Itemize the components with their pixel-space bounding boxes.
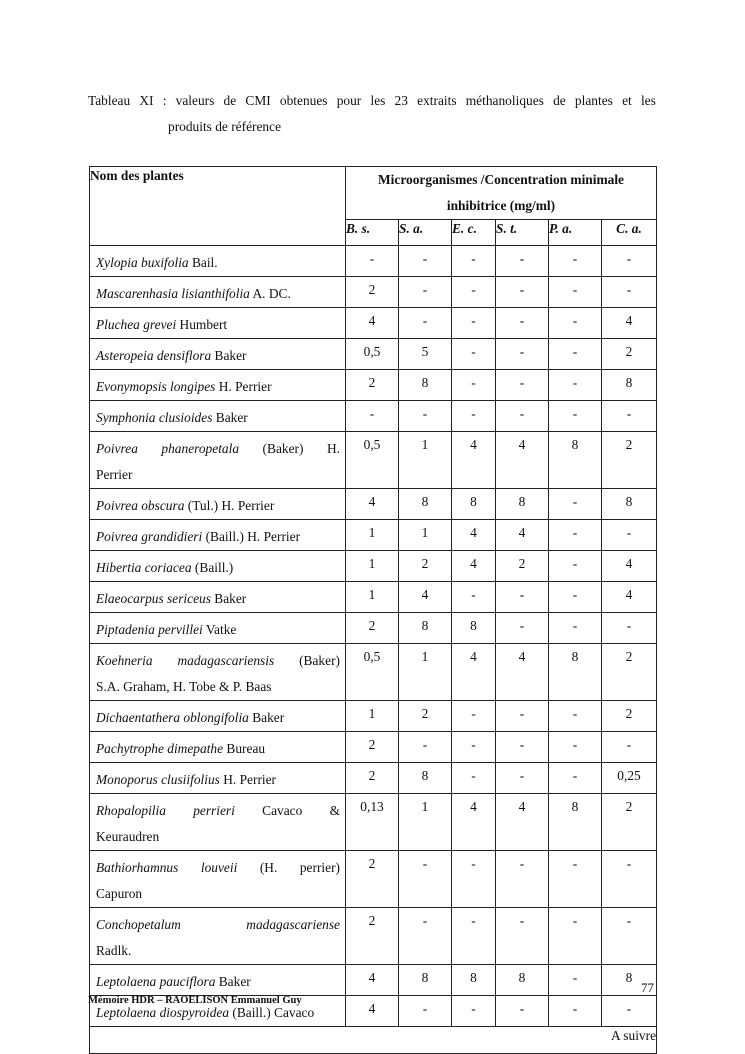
plant-species: Conchopetalum madagascariense: [96, 917, 340, 932]
mic-value-cell: -: [496, 246, 549, 277]
mic-value-cell: -: [549, 908, 602, 965]
mic-value-cell: -: [452, 582, 496, 613]
mic-value-cell: -: [452, 732, 496, 763]
plant-author: (H. perrier): [237, 860, 340, 875]
mic-value-cell: 4: [346, 996, 399, 1027]
mic-value-cell: 2: [602, 432, 657, 489]
caption-word: pour: [336, 93, 362, 108]
caption-word: de: [553, 93, 566, 108]
plant-name-cell: [90, 277, 346, 308]
plant-species: Hibertia coriacea: [96, 560, 192, 575]
plant-species: Symphonia clusioides: [96, 410, 213, 425]
mic-value-cell: 8: [452, 613, 496, 644]
table-row: [90, 432, 657, 489]
caption-word: les: [640, 93, 656, 108]
plant-name-cell: [90, 551, 346, 582]
plant-name-cell: [90, 732, 346, 763]
mic-value-cell: 2: [346, 908, 399, 965]
mic-value-cell: 2: [602, 644, 657, 701]
header-micro-line-1: Microorganismes /Concentration minimale: [378, 172, 624, 187]
plant-author-continued: Keuraudren: [96, 829, 160, 844]
footer-text: Mémoire HDR – RAOELISON Emmanuel Guy: [88, 995, 302, 1006]
mic-value-cell: 1: [399, 520, 452, 551]
mic-table: [89, 166, 657, 1054]
caption-word: CMI: [245, 93, 271, 108]
plant-species: Evonymopsis longipes: [96, 379, 216, 394]
caption-word: méthanoliques: [465, 93, 544, 108]
mic-value-cell: -: [452, 851, 496, 908]
mic-value-cell: -: [346, 401, 399, 432]
plant-author: Baker: [211, 348, 247, 363]
mic-value-cell: -: [452, 277, 496, 308]
mic-value-cell: 8: [399, 370, 452, 401]
plant-author-continued: Perrier: [96, 467, 133, 482]
mic-value-cell: 8: [602, 965, 657, 996]
mic-value-cell: 4: [452, 432, 496, 489]
plant-species: Pachytrophe dimepathe: [96, 741, 224, 756]
mic-value-cell: -: [602, 908, 657, 965]
mic-value-cell: 4: [496, 644, 549, 701]
mic-value-cell: 4: [496, 520, 549, 551]
mic-value-cell: 8: [399, 965, 452, 996]
table-row: [90, 732, 657, 763]
mic-value-cell: -: [602, 996, 657, 1027]
mic-value-cell: -: [549, 613, 602, 644]
caption-word: obtenues: [279, 93, 328, 108]
mic-value-cell: 8: [549, 644, 602, 701]
header-microorganisms: [346, 167, 657, 220]
plant-author: Bureau: [223, 741, 266, 756]
mic-value-cell: 2: [602, 794, 657, 851]
plant-name-cell: [90, 965, 346, 996]
plant-name-cell: [90, 520, 346, 551]
caption-word: Tableau: [88, 93, 131, 108]
plant-species: Poivrea grandidieri: [96, 529, 203, 544]
mic-value-cell: -: [399, 851, 452, 908]
plant-author: Vatke: [202, 622, 237, 637]
mic-value-cell: -: [496, 613, 549, 644]
mic-value-cell: 0,5: [346, 644, 399, 701]
plant-name-cell: [90, 432, 346, 489]
plant-species: Mascarenhasia lisianthifolia: [96, 286, 250, 301]
mic-value-cell: -: [496, 851, 549, 908]
mic-value-cell: -: [496, 908, 549, 965]
table-row: [90, 763, 657, 794]
plant-species: Piptadenia pervillei: [96, 622, 203, 637]
header-organism: S. a.: [399, 220, 452, 246]
caption-word: 23: [394, 93, 408, 108]
plant-name-cell: [90, 246, 346, 277]
plant-author: (Baker): [274, 653, 340, 668]
mic-value-cell: -: [452, 908, 496, 965]
mic-value-cell: -: [496, 370, 549, 401]
plant-author: (Baker) H.: [239, 441, 341, 456]
table-row: [90, 551, 657, 582]
mic-value-cell: -: [602, 401, 657, 432]
caption-word: de: [223, 93, 237, 108]
plant-name-cell: [90, 644, 346, 701]
mic-value-cell: -: [399, 308, 452, 339]
plant-species: Leptolaena diospyroidea: [96, 1005, 230, 1020]
mic-value-cell: -: [496, 339, 549, 370]
mic-value-cell: -: [549, 851, 602, 908]
plant-name-cell: [90, 489, 346, 520]
mic-value-cell: -: [452, 308, 496, 339]
plant-name-cell: [90, 763, 346, 794]
plant-author: Baker: [215, 974, 251, 989]
mic-value-cell: 0,25: [602, 763, 657, 794]
mic-value-cell: 4: [602, 582, 657, 613]
header-organism: P. a.: [549, 220, 602, 246]
table-row: [90, 582, 657, 613]
plant-species: Xylopia buxifolia: [96, 255, 189, 270]
mic-value-cell: 2: [346, 370, 399, 401]
table-row: [90, 246, 657, 277]
mic-value-cell: -: [549, 582, 602, 613]
continued-row: [90, 1027, 657, 1054]
mic-value-cell: -: [496, 277, 549, 308]
mic-value-cell: 8: [496, 965, 549, 996]
mic-value-cell: 2: [399, 701, 452, 732]
table-row: [90, 370, 657, 401]
plant-author-continued: S.A. Graham, H. Tobe & P. Baas: [96, 679, 272, 694]
mic-value-cell: -: [549, 965, 602, 996]
mic-value-cell: 4: [452, 644, 496, 701]
table-caption: [88, 88, 656, 140]
table-row: [90, 308, 657, 339]
plant-name-cell: [90, 613, 346, 644]
mic-value-cell: -: [602, 613, 657, 644]
mic-value-cell: 4: [399, 582, 452, 613]
plant-species: Asteropeia densiflora: [96, 348, 212, 363]
mic-value-cell: -: [452, 370, 496, 401]
header-micro-line-2: inhibitrice (mg/ml): [446, 198, 556, 213]
mic-value-cell: 4: [452, 794, 496, 851]
plant-author: Humbert: [176, 317, 228, 332]
mic-value-cell: 1: [399, 644, 452, 701]
mic-value-cell: -: [452, 339, 496, 370]
mic-value-cell: -: [602, 246, 657, 277]
table-row: [90, 520, 657, 551]
plant-name-cell: [90, 908, 346, 965]
table-row: [90, 613, 657, 644]
plant-author: Baker: [212, 410, 248, 425]
plant-species: Elaeocarpus sericeus: [96, 591, 211, 606]
table-row: [90, 908, 657, 965]
caption-word: :: [162, 93, 167, 108]
mic-value-cell: 4: [602, 308, 657, 339]
caption-word: valeurs: [175, 93, 215, 108]
mic-value-cell: 8: [549, 794, 602, 851]
mic-value-cell: 5: [399, 339, 452, 370]
mic-value-cell: 8: [549, 432, 602, 489]
mic-value-cell: 8: [399, 613, 452, 644]
mic-value-cell: 4: [346, 308, 399, 339]
mic-value-cell: -: [549, 401, 602, 432]
mic-value-cell: 4: [452, 520, 496, 551]
mic-value-cell: 4: [602, 551, 657, 582]
mic-value-cell: -: [399, 277, 452, 308]
header-organism: S. t.: [496, 220, 549, 246]
mic-value-cell: -: [602, 732, 657, 763]
plant-author: (Tul.) H. Perrier: [184, 498, 275, 513]
table-row: [90, 794, 657, 851]
plant-name-cell: [90, 308, 346, 339]
mic-value-cell: 8: [602, 489, 657, 520]
caption-word: XI: [139, 93, 154, 108]
mic-value-cell: -: [346, 246, 399, 277]
mic-value-cell: -: [602, 520, 657, 551]
mic-value-cell: -: [452, 996, 496, 1027]
plant-name-cell: [90, 851, 346, 908]
header-plant-name: Nom des plantes: [90, 167, 346, 246]
mic-value-cell: -: [549, 763, 602, 794]
plant-name-cell: [90, 794, 346, 851]
mic-value-cell: -: [549, 308, 602, 339]
mic-value-cell: 1: [346, 551, 399, 582]
plant-author: Bail.: [188, 255, 218, 270]
mic-value-cell: -: [496, 732, 549, 763]
mic-value-cell: -: [549, 246, 602, 277]
mic-value-cell: -: [399, 908, 452, 965]
table-row: [90, 277, 657, 308]
mic-value-cell: 1: [346, 520, 399, 551]
mic-value-cell: 8: [399, 763, 452, 794]
mic-value-cell: 1: [399, 794, 452, 851]
mic-value-cell: -: [549, 732, 602, 763]
header-organism: B. s.: [346, 220, 399, 246]
mic-value-cell: -: [549, 996, 602, 1027]
mic-value-cell: 8: [496, 489, 549, 520]
mic-value-cell: 2: [602, 701, 657, 732]
mic-value-cell: -: [452, 401, 496, 432]
mic-value-cell: 4: [496, 432, 549, 489]
plant-species: Leptolaena pauciflora: [96, 974, 216, 989]
mic-value-cell: -: [496, 401, 549, 432]
mic-value-cell: 0,5: [346, 432, 399, 489]
plant-author: Baker: [210, 591, 247, 606]
plant-species: Monoporus clusiifolius: [96, 772, 220, 787]
mic-value-cell: 2: [602, 339, 657, 370]
caption-line-1: [88, 88, 656, 114]
mic-value-cell: -: [496, 701, 549, 732]
mic-value-cell: 8: [399, 489, 452, 520]
plant-author-continued: Capuron: [96, 886, 143, 901]
mic-value-cell: 8: [452, 489, 496, 520]
plant-species: Bathiorhamnus louveii: [96, 860, 238, 875]
plant-author: H. Perrier: [215, 379, 272, 394]
table-row: [90, 644, 657, 701]
table-row: [90, 489, 657, 520]
mic-value-cell: 4: [346, 489, 399, 520]
mic-value-cell: -: [549, 701, 602, 732]
plant-name-cell: [90, 401, 346, 432]
mic-value-cell: 2: [346, 851, 399, 908]
plant-species: Pluchea grevei: [96, 317, 177, 332]
mic-value-cell: -: [549, 520, 602, 551]
plant-species: Dichaentathera oblongifolia: [96, 710, 249, 725]
caption-line-2: produits de référence: [168, 119, 282, 134]
mic-value-cell: -: [549, 551, 602, 582]
mic-value-cell: 0,5: [346, 339, 399, 370]
mic-value-cell: 4: [496, 794, 549, 851]
plant-author-continued: Radlk.: [96, 943, 132, 958]
mic-value-cell: 1: [346, 582, 399, 613]
mic-value-cell: 2: [496, 551, 549, 582]
table-row: [90, 701, 657, 732]
plant-name-cell: [90, 339, 346, 370]
mic-value-cell: -: [496, 763, 549, 794]
plant-species: Poivrea phaneropetala: [96, 441, 240, 456]
mic-value-cell: 4: [452, 551, 496, 582]
mic-value-cell: 2: [346, 732, 399, 763]
plant-author: (Baill.) Cavaco: [229, 1005, 315, 1020]
plant-species: Koehneria madagascariensis: [96, 653, 275, 668]
caption-word: les: [370, 93, 386, 108]
mic-value-cell: -: [399, 401, 452, 432]
mic-value-cell: -: [549, 370, 602, 401]
mic-value-cell: 1: [346, 701, 399, 732]
table-row: [90, 339, 657, 370]
mic-value-cell: -: [496, 308, 549, 339]
plant-author: (Baill.): [191, 560, 234, 575]
continued-note: A suivre: [90, 1027, 657, 1054]
mic-value-cell: -: [399, 996, 452, 1027]
table-row: [90, 965, 657, 996]
mic-value-cell: 1: [399, 432, 452, 489]
mic-value-cell: 4: [346, 965, 399, 996]
caption-word: extraits: [417, 93, 457, 108]
plant-author: Cavaco &: [234, 803, 341, 818]
mic-value-cell: -: [602, 277, 657, 308]
mic-value-cell: -: [496, 582, 549, 613]
mic-value-cell: 2: [346, 613, 399, 644]
caption-word: et: [622, 93, 632, 108]
mic-value-cell: -: [549, 489, 602, 520]
mic-value-cell: 0,13: [346, 794, 399, 851]
mic-value-cell: -: [452, 246, 496, 277]
mic-value-cell: -: [399, 246, 452, 277]
mic-value-cell: -: [496, 996, 549, 1027]
table-row: [90, 851, 657, 908]
header-organism: E. c.: [452, 220, 496, 246]
page-number: 77: [641, 980, 654, 995]
plant-name-cell: [90, 701, 346, 732]
mic-value-cell: -: [549, 339, 602, 370]
plant-species: Rhopalopilia perrieri: [96, 803, 235, 818]
mic-value-cell: -: [602, 851, 657, 908]
mic-value-cell: -: [452, 701, 496, 732]
plant-author: (Baill.) H. Perrier: [202, 529, 301, 544]
plant-author: A. DC.: [249, 286, 291, 301]
mic-value-cell: 8: [602, 370, 657, 401]
plant-name-cell: [90, 370, 346, 401]
header-organism: C. a.: [602, 220, 657, 246]
mic-value-cell: -: [399, 732, 452, 763]
plant-name-cell: [90, 582, 346, 613]
mic-value-cell: 2: [399, 551, 452, 582]
plant-author: H. Perrier: [219, 772, 277, 787]
caption-word: plantes: [574, 93, 613, 108]
mic-value-cell: -: [549, 277, 602, 308]
mic-value-cell: 8: [452, 965, 496, 996]
table-row: [90, 401, 657, 432]
plant-author: Baker: [248, 710, 285, 725]
plant-species: Poivrea obscura: [96, 498, 185, 513]
mic-value-cell: 2: [346, 277, 399, 308]
mic-value-cell: -: [452, 763, 496, 794]
mic-value-cell: 2: [346, 763, 399, 794]
